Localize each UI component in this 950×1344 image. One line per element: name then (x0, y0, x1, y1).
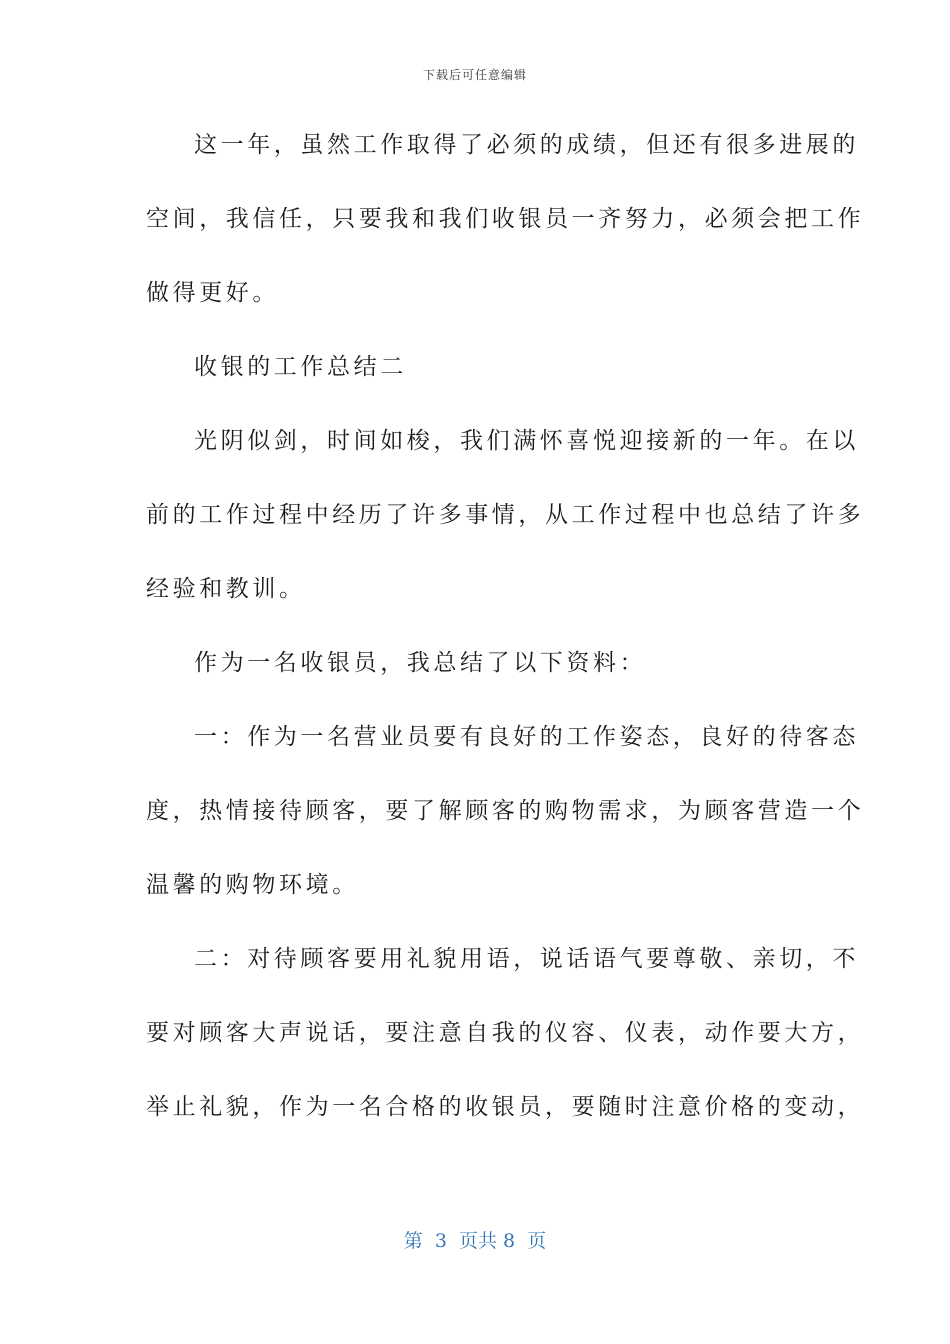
paragraph-line: 度，热情接待顾客，要了解顾客的购物需求，为顾客营造一个 (146, 798, 865, 824)
page-number-footer: 第 3 页共 8 页 (403, 1230, 547, 1252)
document-body (146, 120, 865, 1156)
section-heading: 收银的工作总结二 (194, 354, 407, 380)
paragraph-line: 这一年，虽然工作取得了必须的成绩，但还有很多进展的 (194, 132, 859, 158)
paragraph-line: 作为一名收银员，我总结了以下资料： (194, 650, 647, 676)
paragraph-line: 做得更好。 (146, 280, 279, 306)
paragraph-line: 二：对待顾客要用礼貌用语，说话语气要尊敬、亲切，不 (194, 946, 859, 972)
paragraph-line: 经验和教训。 (146, 576, 306, 602)
header-note: 下载后可任意编辑 (422, 68, 527, 82)
paragraph-line: 前的工作过程中经历了许多事情，从工作过程中也总结了许多 (146, 502, 865, 528)
paragraph-line: 举止礼貌，作为一名合格的收银员，要随时注意价格的变动， (146, 1094, 865, 1120)
paragraph-line: 空间，我信任，只要我和我们收银员一齐努力，必须会把工作 (146, 206, 865, 232)
paragraph-line: 光阴似剑，时间如梭，我们满怀喜悦迎接新的一年。在以 (194, 428, 859, 454)
paragraph-line: 要对顾客大声说话，要注意自我的仪容、仪表，动作要大方， (146, 1020, 865, 1046)
paragraph-line: 一：作为一名营业员要有良好的工作姿态，良好的待客态 (194, 724, 859, 750)
paragraph-line: 温馨的购物环境。 (146, 872, 359, 898)
